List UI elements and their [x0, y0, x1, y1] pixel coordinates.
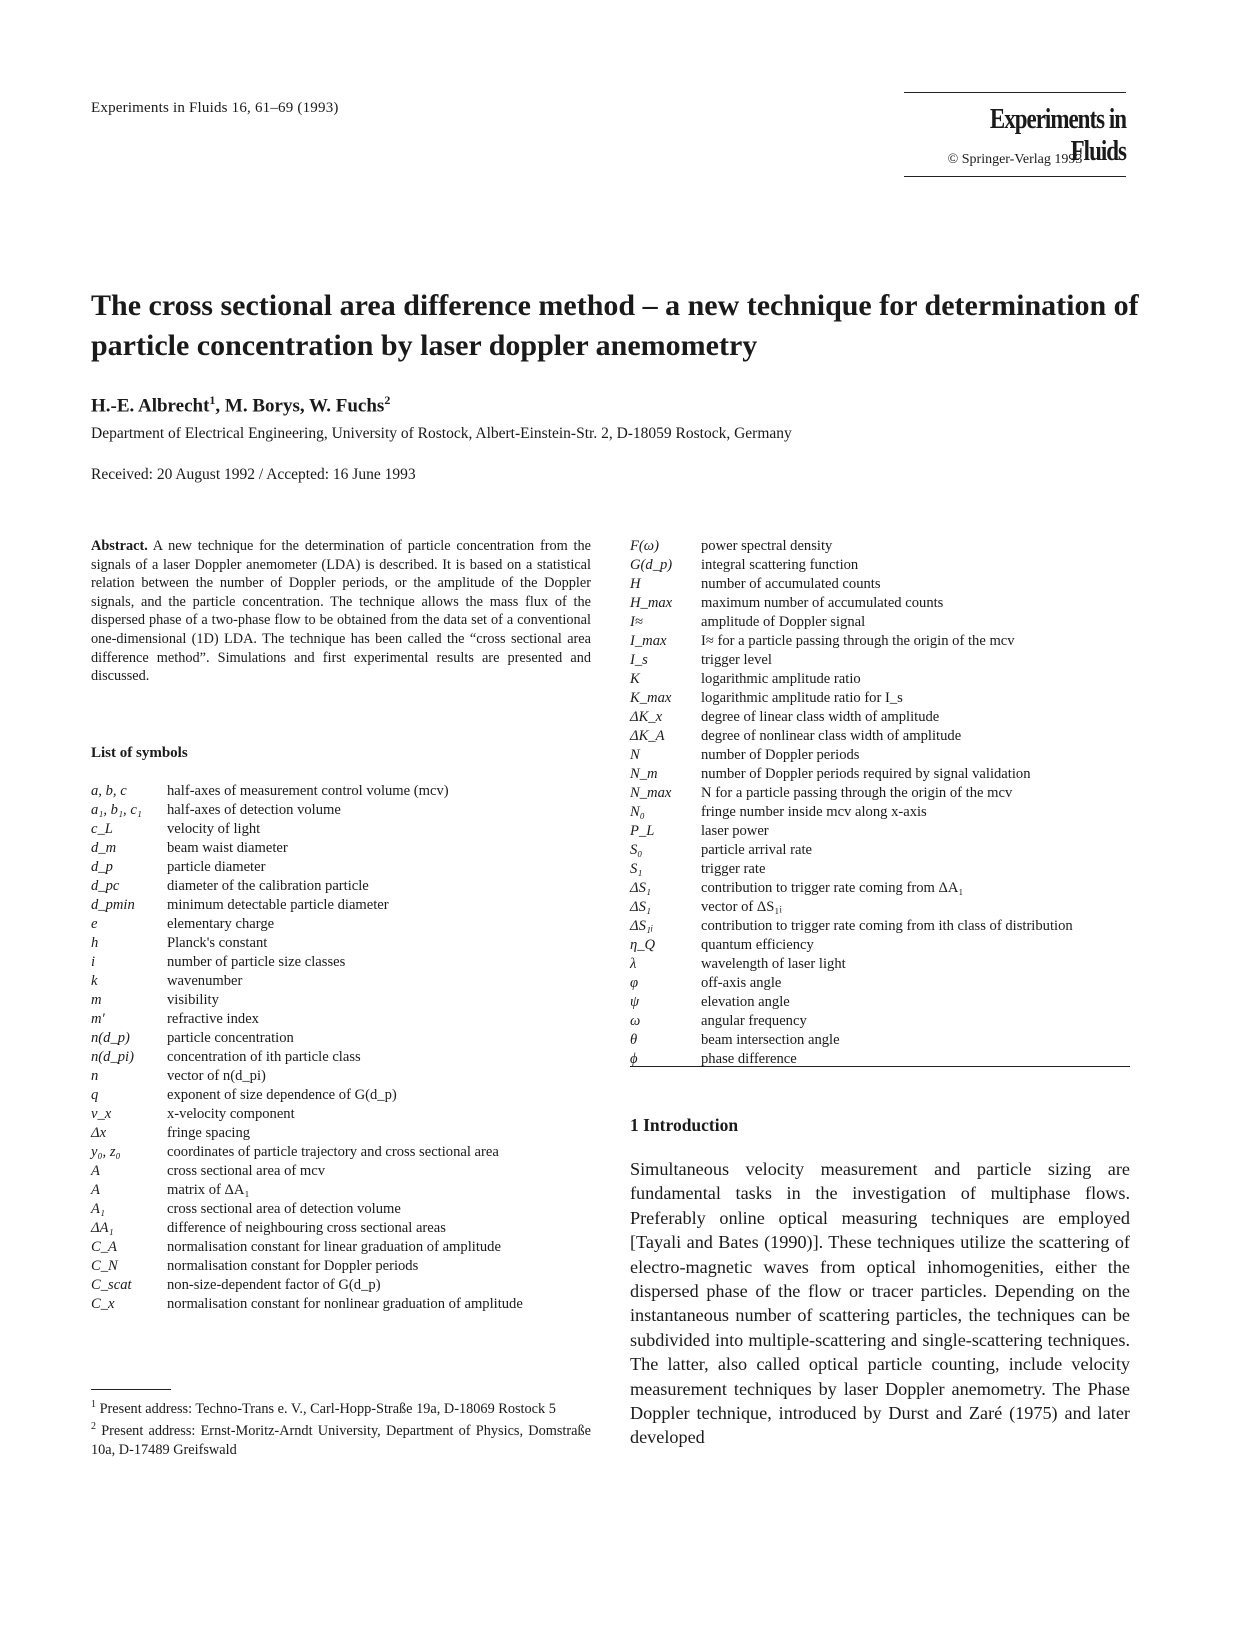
symbol-entry	[91, 1162, 591, 1181]
symbol: y₀, z₀	[91, 1144, 121, 1160]
symbol-description: normalisation constant for linear graduation of amplitude	[167, 1239, 501, 1255]
symbol-entry	[630, 993, 1130, 1012]
symbol: i	[91, 954, 96, 970]
symbol-entry	[630, 689, 1130, 708]
symbol-entry	[630, 575, 1130, 594]
symbol: Δx	[91, 1125, 107, 1141]
footnote-mark: 1	[209, 393, 216, 407]
symbol-entry	[91, 915, 591, 934]
footnote-mark: 1	[91, 1399, 96, 1410]
section-heading: 1 Introduction	[630, 1115, 739, 1135]
symbol-entry	[630, 670, 1130, 689]
symbol-description: I≈ for a particle passing through the origin of the mcv	[701, 633, 1015, 649]
symbol-entry	[630, 936, 1130, 955]
symbol: m′	[91, 1011, 105, 1027]
symbol-entry	[91, 1219, 591, 1238]
symbol: A	[91, 1163, 100, 1179]
symbol-description: cross sectional area of detection volume	[167, 1201, 401, 1217]
symbol: I_max	[630, 633, 667, 649]
author-name: H.-E. Albrecht	[91, 395, 210, 417]
symbol: m	[91, 992, 102, 1008]
symbol: C_N	[91, 1258, 118, 1274]
symbol-description: number of particle size classes	[167, 954, 346, 970]
symbol-entry	[91, 1257, 591, 1276]
symbol-description: particle diameter	[167, 859, 266, 875]
symbol-entry	[630, 860, 1130, 879]
symbol-entry	[91, 934, 591, 953]
symbol-entry	[91, 1276, 591, 1295]
symbol-entry	[91, 1105, 591, 1124]
symbol-description: particle arrival rate	[701, 842, 812, 858]
symbol-description: degree of nonlinear class width of amplitude	[701, 728, 962, 744]
symbol-description: vector of n(d_pi)	[167, 1068, 266, 1084]
symbol: ΔS₁	[630, 880, 651, 896]
symbol-entry	[630, 765, 1130, 784]
footnote-rule	[91, 1389, 171, 1390]
symbol-entry	[630, 917, 1130, 936]
footnote-mark: 2	[91, 1421, 96, 1433]
symbol: ψ	[630, 994, 640, 1010]
symbol: N_m	[630, 766, 658, 782]
symbol: d_pc	[91, 878, 120, 894]
symbol-description: half-axes of measurement control volume (mcv)	[167, 783, 449, 799]
symbol: A₁	[91, 1201, 105, 1217]
symbol-description: amplitude of Doppler signal	[701, 614, 866, 630]
symbol-entry	[91, 896, 591, 915]
symbol: ΔS₁	[630, 899, 651, 915]
symbol-description: integral scattering function	[701, 557, 859, 573]
symbol: G(d_p)	[630, 557, 673, 573]
author-name: , M. Borys,	[215, 395, 309, 417]
symbol-entry	[630, 822, 1130, 841]
symbol-description: wavelength of laser light	[701, 956, 846, 972]
journal-citation: Experiments in Fluids 16, 61–69 (1993)	[91, 100, 339, 116]
symbol-description: beam waist diameter	[167, 840, 288, 856]
symbol: P_L	[630, 823, 655, 839]
symbol: v_x	[91, 1106, 112, 1122]
symbol-description: maximum number of accumulated counts	[701, 595, 944, 611]
symbol-entry	[630, 727, 1130, 746]
symbol: h	[91, 935, 99, 951]
symbol-description: visibility	[167, 992, 219, 1008]
symbol: a, b, c	[91, 783, 127, 799]
symbol-description: half-axes of detection volume	[167, 802, 341, 818]
symbol: c_L	[91, 821, 113, 837]
symbol: ΔK_x	[630, 709, 663, 725]
symbol-description: laser power	[701, 823, 769, 839]
symbol-entry	[91, 1295, 591, 1314]
symbol: ΔS₁ᵢ	[630, 918, 654, 934]
symbol-entry	[91, 972, 591, 991]
symbol: ΔA₁	[91, 1220, 114, 1236]
symbol-entry	[630, 537, 1130, 556]
symbols-end-rule	[630, 1066, 1130, 1067]
symbol: F(ω)	[630, 538, 659, 554]
symbol: k	[91, 973, 98, 989]
symbol-description: contribution to trigger rate coming from ith class of distribution	[701, 918, 1073, 934]
abstract	[91, 537, 591, 686]
copyright-notice: © Springer-Verlag 1993	[947, 152, 1083, 167]
symbol: C_scat	[91, 1277, 132, 1293]
symbol: n(d_pi)	[91, 1049, 134, 1065]
symbol-entry	[91, 1200, 591, 1219]
symbol-description: angular frequency	[701, 1013, 807, 1029]
symbol-entry	[91, 1048, 591, 1067]
symbol-description: off-axis angle	[701, 975, 782, 991]
symbol-description: diameter of the calibration particle	[167, 878, 369, 894]
symbol: S₁	[630, 861, 643, 877]
symbol: q	[91, 1087, 99, 1103]
symbol-entry	[91, 1067, 591, 1086]
symbol-description: trigger rate	[701, 861, 766, 877]
symbol-list-left	[91, 782, 591, 1314]
symbol-description: fringe spacing	[167, 1125, 251, 1141]
received-dates: Received: 20 August 1992 / Accepted: 16 June 1993	[91, 466, 416, 483]
symbol-description: N for a particle passing through the origin of the mcv	[701, 785, 1013, 801]
symbol-description: phase difference	[701, 1051, 797, 1067]
symbol-description: coordinates of particle trajectory and cross sectional area	[167, 1144, 499, 1160]
symbol-entry	[91, 782, 591, 801]
symbol-description: x-velocity component	[167, 1106, 295, 1122]
symbol: A	[91, 1182, 100, 1198]
symbol-entry	[630, 955, 1130, 974]
symbol-description: elementary charge	[167, 916, 275, 932]
symbol-description: wavenumber	[167, 973, 243, 989]
symbol-description: concentration of ith particle class	[167, 1049, 361, 1065]
symbol-description: logarithmic amplitude ratio	[701, 671, 861, 687]
symbol-entry	[630, 784, 1130, 803]
symbol-description: number of Doppler periods	[701, 747, 860, 763]
footnotes	[91, 1396, 591, 1459]
symbol-description: velocity of light	[167, 821, 261, 837]
symbol-entry	[91, 820, 591, 839]
symbol-description: normalisation constant for nonlinear graduation of amplitude	[167, 1296, 523, 1312]
symbol: S₀	[630, 842, 643, 858]
symbol-description: elevation angle	[701, 994, 790, 1010]
symbol-description: quantum efficiency	[701, 937, 814, 953]
footnote-1: $^1$ Present address: Techno-Trans e. V., Carl-Hopp-Straße 19a, D-18069 Rostock 5	[91, 1399, 556, 1417]
symbol-entry	[91, 953, 591, 972]
symbol-description: degree of linear class width of amplitude	[701, 709, 940, 725]
author-name: W. Fuchs	[309, 395, 385, 417]
symbol: e	[91, 916, 98, 932]
symbol: H	[630, 576, 641, 592]
symbol: φ	[630, 975, 639, 991]
abstract-text: A new technique for the determination of particle concentration from the signals of a laser Doppler anemometer (LDA) is described. It is based on a statistical relation between the number of Doppler periods, or the amplitude of the Doppler signals, and the particle concentration. The technique allows the mass flux of the dispersed phase of a two-phase flow to be obtained from the data set of a conventional one-dimensional (1D) LDA. The technique has been called the “cross sectional area difference method”. Simulations and first experimental results are presented and discussed.	[91, 538, 591, 685]
symbol: K_max	[630, 690, 672, 706]
symbol-description: vector of ΔS₁ᵢ	[701, 899, 782, 915]
footnote-2: $^2$ Present address: Ernst-Moritz-Arndt University, Department of Physics, Domstraße 10a, D-17489 Greifswald	[91, 1421, 591, 1458]
symbol-entry	[630, 879, 1130, 898]
symbol: I_s	[630, 652, 648, 668]
symbol-entry	[91, 991, 591, 1010]
footnote-mark: 2	[384, 393, 391, 407]
abstract-label: Abstract.	[91, 538, 148, 554]
symbol: C_x	[91, 1296, 115, 1312]
symbol-entry	[630, 556, 1130, 575]
symbol-description: power spectral density	[701, 538, 833, 554]
symbol: ΔK_A	[630, 728, 665, 744]
symbol: λ	[630, 956, 637, 972]
symbol-description: particle concentration	[167, 1030, 294, 1046]
affiliation: Department of Electrical Engineering, University of Rostock, Albert-Einstein-Str. 2, D-18059 Rostock, Germany	[91, 425, 792, 442]
symbol-entry	[630, 1031, 1130, 1050]
symbol: n	[91, 1068, 99, 1084]
symbol: K	[630, 671, 640, 687]
symbol: N₀	[630, 804, 645, 820]
symbol: n(d_p)	[91, 1030, 130, 1046]
symbol-entry	[91, 839, 591, 858]
symbol-description: fringe number inside mcv along x-axis	[701, 804, 927, 820]
symbol: ω	[630, 1013, 641, 1029]
symbol-description: cross sectional area of mcv	[167, 1163, 326, 1179]
symbol-description: exponent of size dependence of G(d_p)	[167, 1087, 397, 1103]
symbol-description: non-size-dependent factor of G(d_p)	[167, 1277, 381, 1293]
symbol-entry	[630, 803, 1130, 822]
symbol-entry	[630, 613, 1130, 632]
symbol-description: trigger level	[701, 652, 772, 668]
symbols-heading: List of symbols	[91, 745, 188, 761]
symbol: d_pmin	[91, 897, 135, 913]
symbol-entry	[630, 708, 1130, 727]
logo-bottom-rule	[904, 176, 1126, 177]
symbol-description: Planck's constant	[167, 935, 268, 951]
symbol-entry	[630, 841, 1130, 860]
symbol-entry	[91, 801, 591, 820]
symbol-entry	[630, 1012, 1130, 1031]
article-title: The cross sectional area difference method – a new technique for determination of particle concentration by laser doppler anemometry	[91, 289, 1139, 362]
symbol: d_p	[91, 859, 113, 875]
symbol: C_A	[91, 1239, 117, 1255]
symbol-entry	[630, 974, 1130, 993]
symbol-description: beam intersection angle	[701, 1032, 840, 1048]
symbol: N_max	[630, 785, 672, 801]
symbol-entry	[630, 898, 1130, 917]
symbol-entry	[630, 746, 1130, 765]
symbol-entry	[630, 632, 1130, 651]
symbol-description: normalisation constant for Doppler periods	[167, 1258, 419, 1274]
symbol-description: matrix of ΔA₁	[167, 1182, 250, 1198]
symbol-description: number of accumulated counts	[701, 576, 881, 592]
symbol-entry	[91, 877, 591, 896]
symbol: a₁, b₁, c₁	[91, 802, 142, 818]
introduction-text: Simultaneous velocity measurement and particle sizing are fundamental tasks in the investigation of multiphase flows. Preferably online optical measuring techniques are employed [Tayali and Bates (1990)]. These techniques utilize the scattering of electro-magnetic waves from optical inhomogenities, either the dispersed phase of the flow or tracer particles. Depending on the instantaneous number of scattering particles, the techniques can be subdivided into multiple-scattering and single-scattering techniques. The latter, also called optical particle counting, include velocity measurement techniques by laser Doppler anemometry. The Phase Doppler technique, introduced by Durst and Zaré (1975) and later developed	[630, 1159, 1130, 1448]
symbol-description: refractive index	[167, 1011, 259, 1027]
journal-logo: Experiments in Fluids	[989, 104, 1126, 167]
symbol-entry	[630, 594, 1130, 613]
symbol-description: minimum detectable particle diameter	[167, 897, 389, 913]
symbol: ϕ	[630, 1051, 638, 1067]
symbol: H_max	[630, 595, 673, 611]
symbol: N	[630, 747, 640, 763]
symbol-entry	[91, 1124, 591, 1143]
symbol-entry	[630, 651, 1130, 670]
symbol-entry	[91, 1238, 591, 1257]
symbol-description: contribution to trigger rate coming from ΔA₁	[701, 880, 964, 896]
symbol-entry	[91, 1143, 591, 1162]
symbol: d_m	[91, 840, 117, 856]
symbol: η_Q	[630, 937, 656, 953]
symbol-description: logarithmic amplitude ratio for I_s	[701, 690, 903, 706]
symbol-description: number of Doppler periods required by signal validation	[701, 766, 1031, 782]
symbol: θ	[630, 1032, 638, 1048]
symbol-entry	[91, 858, 591, 877]
logo-top-rule	[904, 92, 1126, 93]
symbol-list-right	[630, 537, 1130, 1069]
symbol-description: difference of neighbouring cross sectional areas	[167, 1220, 446, 1236]
symbol-entry	[91, 1010, 591, 1029]
symbol-entry	[91, 1029, 591, 1048]
author-list	[91, 393, 390, 417]
symbol: I≈	[630, 614, 643, 630]
symbol-entry	[91, 1086, 591, 1105]
symbol-entry	[91, 1181, 591, 1200]
